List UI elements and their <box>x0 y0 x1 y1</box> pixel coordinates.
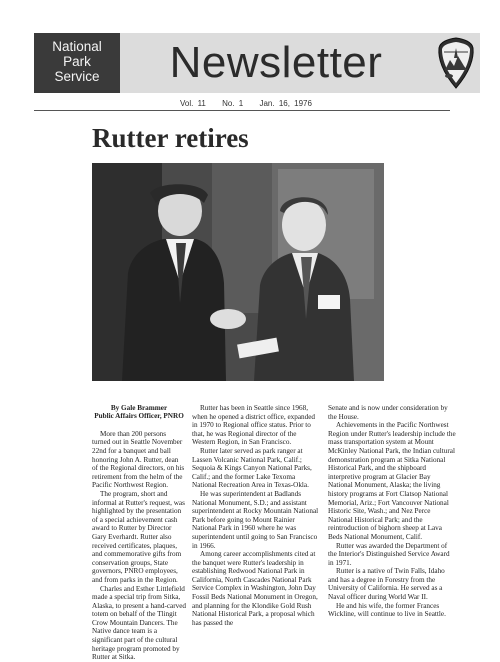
headline: Rutter retires <box>92 123 249 153</box>
nps-arrowhead-icon <box>436 36 476 90</box>
paragraph: Senate and is now under consideration by the House. <box>328 404 448 421</box>
byline-author: By Gale Brammer <box>110 404 168 412</box>
issue-number: No. 1 <box>222 99 244 108</box>
paragraph: Rutter later served as park ranger at Lassen Volcanic National Park, Calif.; Sequoia & Kings Canyon National Parks, Calif.; and the former Lake Texoma National Recreation Area in Texas-Okla. <box>192 446 312 490</box>
retirement-photo <box>92 163 384 381</box>
paragraph: Rutter has been in Seattle since 1968, when he opened a district office, expanded in 1970 to Regional office status. Prior to that, he was Regional director of the Western Region, in San Francisco. <box>192 404 316 447</box>
paragraph: Among career accomplishments cited at the banquet were Rutter's leadership in establishing Redwood National Park in California, North Cascades National Park Service Complex in Washington, John Day Fossil Beds National Monument in Oregon, and planning for the Klondike Gold Rush National Historical Park, a proposal which has passed the <box>192 550 318 627</box>
paragraph: The program, short and informal at Rutter's request, was highlighted by the presentation of a special achievement cash award to Rutter by Director Gary Everhardt. Rutter also received certificates, plaques, and commemorative gifts from conservation groups, State governors, PNRO employees, and from parks in the Region. <box>92 489 185 584</box>
emblem-box <box>432 33 480 93</box>
byline-role: Public Affairs Officer, PNRO <box>94 412 184 421</box>
paragraph: More than 200 persons turned out in Seattle November 22nd for a banquet and ball honoring John A. Rutter, dean of the Regional directors, on his retirement from the helm of the Pacific Northwest Region. <box>92 429 185 490</box>
article-column-3 <box>328 404 456 619</box>
paragraph: He was superintendent at Badlands National Monument, S.D.; and assistant superintendent at Rocky Mountain National Park before going to Mount Rainier National Park in 1960 where he was superintendent until going to San Francisco in 1966. <box>192 489 319 550</box>
issue-volume: Vol. 11 <box>180 99 206 108</box>
article-column-1 <box>92 404 186 662</box>
newsletter-title: Newsletter <box>169 38 383 87</box>
byline <box>92 404 186 421</box>
header-divider <box>34 110 450 111</box>
paragraph: Charles and Esther Littlefield made a special trip from Sitka, Alaska, to present a hand-carved totem on behalf of the Tlingit Crow Mountain Dancers. The Native dance team is a significant part of the cultural heritage program promoted by Rutter at Sitka. <box>92 584 186 662</box>
article-column-2 <box>192 404 320 627</box>
paragraph: Rutter is a native of Twin Falls, Idaho and has a degree in Forestry from the University of California. He served as a Naval officer during World War II. <box>328 567 445 602</box>
paragraph: He and his wife, the former Frances Wickline, will continue to live in Seattle. <box>328 601 446 619</box>
issue-date: Jan. 16, 1976 <box>259 99 312 108</box>
photo-illustration <box>92 163 384 381</box>
paragraph: Achievements in the Pacific Northwest Region under Rutter's leadership include the mass transportation system at Mount McKinley National Park, the Indian cultural demonstration program at Sitka National Historical Park, and the shipboard interpretive program at Glacier Bay National Monument, Alaska; the living history programs at Fort Clatsop National Memorial, Ariz.; Fort Vancouver National Historic Site, Wash.; and Nez Perce National Historical Park; and the reintroduction of bighorn sheep at Lava Beds National Monument, Calif. <box>328 421 456 541</box>
agency-line: Service <box>54 69 100 84</box>
agency-line: National <box>52 39 102 54</box>
agency-line: Park <box>63 54 91 69</box>
agency-name-block <box>34 33 120 93</box>
masthead <box>34 33 450 93</box>
title-block <box>120 33 432 93</box>
issue-info <box>180 99 324 108</box>
paragraph: Rutter was awarded the Department of the Interior's Distinguished Service Award in 1971. <box>328 541 450 567</box>
